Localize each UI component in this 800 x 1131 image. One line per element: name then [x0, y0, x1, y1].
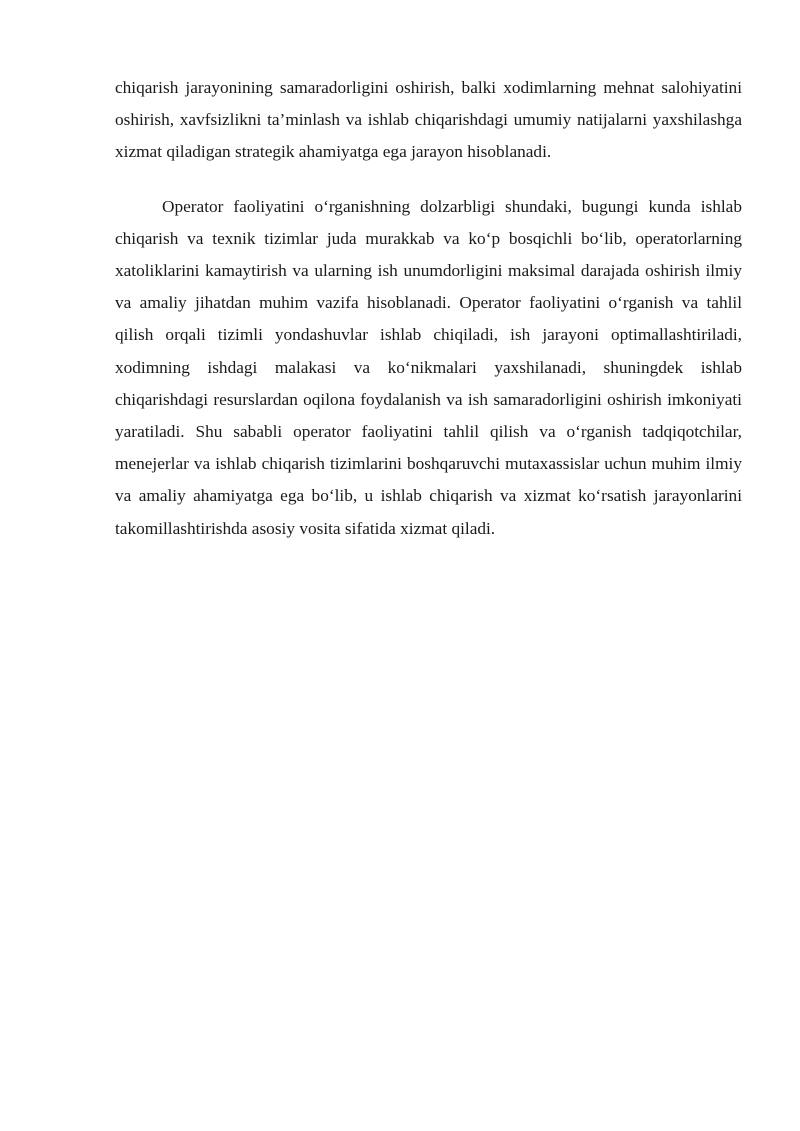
document-body — [115, 72, 742, 545]
paragraph-continuation: chiqarish jarayonining samaradorligini oshirish, balki xodimlarning mehnat salohiyatini oshirish, xavfsizlikni ta’minlash va ishlab chiqarishdagi umumiy natijalarni yaxshilashga xizmat qiladigan strategik ahamiyatga ega jarayon hisoblanadi. — [115, 78, 742, 162]
paragraph-operator-relevance: Operator faoliyatini o‘rganishning dolzarbligi shundaki, bugungi kunda ishlab chiqarish va texnik tizimlar juda murakkab va ko‘p bosqichli bo‘lib, operatorlarning xatoliklarini kamaytirish va ularning ish unumdorligini maksimal darajada oshirish ilmiy va amaliy jihatdan muhim vazifa hisoblanadi. Operator faoliyatini o‘rganish va tahlil qilish orqali tizimli yondashuvlar ishlab chiqiladi, ish jarayoni optimallashtiriladi, xodimning ishdagi malakasi va ko‘nikmalari yaxshilanadi, shuningdek ishlab chiqarishdagi resurslardan oqilona foydalanish va ish samaradorligini oshirish imkoniyati yaratiladi. Shu sababli operator faoliyatini tahlil qilish va o‘rganish tadqiqotchilar, menejerlar va ishlab chiqarish tizimlarini boshqaruvchi mutaxassislar uchun muhim ilmiy va amaliy ahamiyatga ega bo‘lib, u ishlab chiqarish va xizmat ko‘rsatish jarayonlarini takomillashtirishda asosiy vosita sifatida xizmat qiladi. — [115, 196, 742, 538]
